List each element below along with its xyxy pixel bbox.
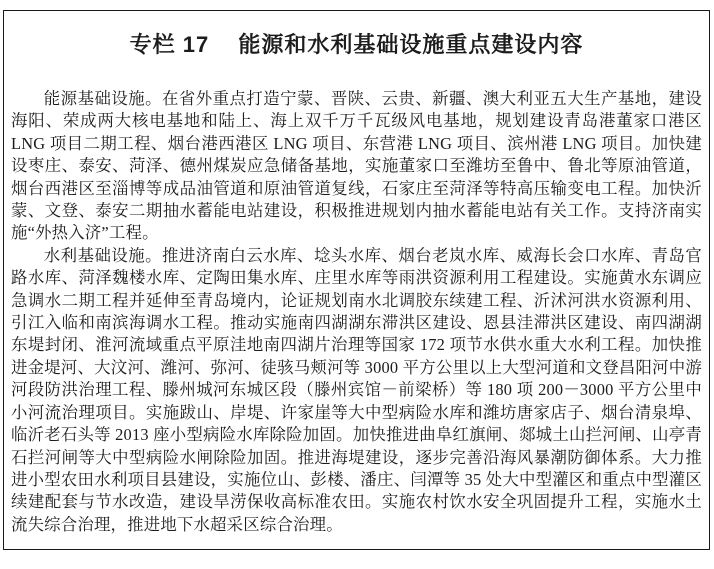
panel-body (11, 88, 702, 536)
panel-heading-title: 能源和水利基础设施重点建设内容 (238, 32, 584, 57)
paragraph-water-infrastructure: 水利基础设施。推进济南白云水库、埝头水库、烟台老岚水库、威海长会口水库、青岛官路水库、菏泽魏楼水库、定陶田集水库、庄里水库等雨洪资源利用工程建设。实施黄水东调应急调水二期工程并延伸至青岛境内，论证规划南水北调胶东续建工程、沂沭河洪水资源利用、引江入临和南滨海调水工程。推动实施南四湖湖东滞洪区建设、恩县洼滞洪区建设、南四湖湖东堤封闭、淮河流域重点平原洼地南四湖片治理等国家 172 项节水供水重大水利工程。加快推进金堤河、大汶河、潍河、弥河、徒骇马颊河等 3000 平方公里以上大型河道和文登昌阳河中游河段防洪治理工程、滕州城河东城区段（滕州宾馆－前梁桥）等 180 项 200－3000 平方公里中小河流治理项目。实施跋山、岸堤、许家崖等大中型病险水库和潍坊唐家店子、烟台清泉埠、临沂老石头等 2013 座小型病险水库除险加固。加快推进曲阜红旗闸、郯城土山拦河闸、山亭青石拦河闸等大中型病险水闸除险加固。推进海堤建设，逐步完善沿海风暴潮防御体系。大力推进小型农田水利项目县建设，实施位山、彭楼、潘庄、闫潭等 35 处大中型灌区和重点中型灌区续建配套与节水改造，建设旱涝保收高标准农田。实施农村饮水安全巩固提升工程，实施水土流失综合治理，推进地下水超采区综合治理。 (11, 245, 702, 534)
column-17-panel (3, 10, 710, 550)
paragraph-energy-infrastructure: 能源基础设施。在省外重点打造宁蒙、晋陕、云贵、新疆、澳大利亚五大生产基地，建设海阳、荣成两大核电基地和陆上、海上双千万千瓦级风电基地，规划建设青岛港董家口港区 LNG 项目二期工程、烟台港西港区 LNG 项目、东营港 LNG 项目、滨州港 LNG 项目。加快建设枣庄、泰安、菏泽、德州煤炭应急储备基地，实施董家口至潍坊至鲁中、鲁北等原油管道，烟台西港区至淄博等成品油管道和原油管道复线，石家庄至菏泽等特高压输变电工程。加快沂蒙、文登、泰安二期抽水蓄能电站建设，积极推进规划内抽水蓄能电站有关工作。支持济南实施“外热入济”工程。 (11, 89, 702, 243)
panel-heading (11, 32, 702, 58)
panel-heading-label: 专栏 17 (129, 32, 210, 57)
